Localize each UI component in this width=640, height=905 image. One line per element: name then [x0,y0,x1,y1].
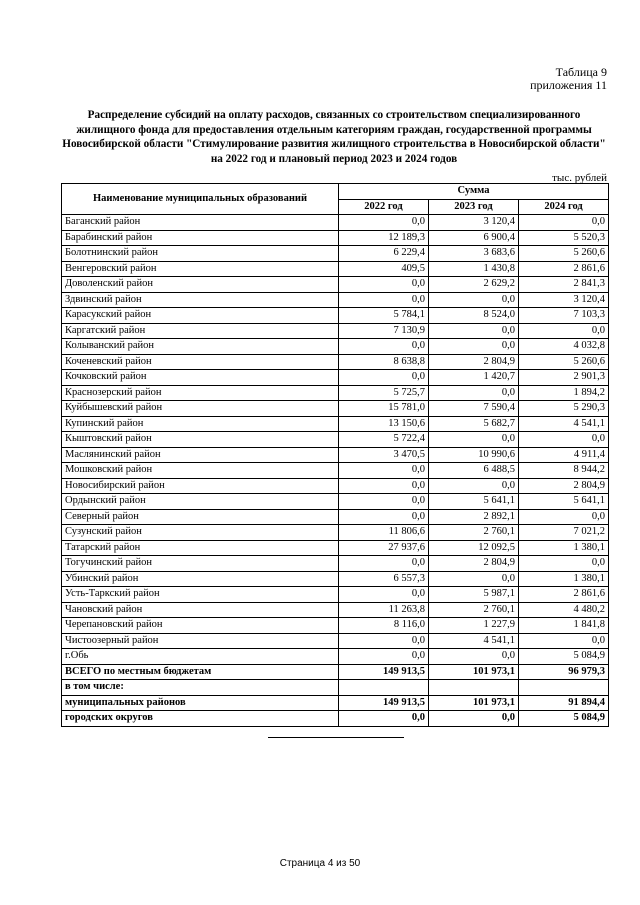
table-row [62,649,609,665]
table-row [62,478,609,494]
table-number-label: Таблица 9 [555,65,607,79]
value-2022: 5 722,4 [339,432,429,448]
value-2022: 11 263,8 [339,602,429,618]
table-row [62,292,609,308]
value-2024: 4 541,1 [519,416,609,432]
value-2022: 13 150,6 [339,416,429,432]
district-name: Краснозерский район [62,385,339,401]
value-2022: 12 189,3 [339,230,429,246]
value-2023: 5 682,7 [429,416,519,432]
value-2022: 5 725,7 [339,385,429,401]
value-2023: 0,0 [429,432,519,448]
district-name: Кочковский район [62,370,339,386]
district-name: Тогучинский район [62,556,339,572]
value-2023: 5 641,1 [429,494,519,510]
subtotal-urban-label: городских округов [62,711,339,727]
district-name: Татарский район [62,540,339,556]
value-2024: 0,0 [519,432,609,448]
table-row [62,261,609,277]
value-2023: 0,0 [429,323,519,339]
value-2023: 4 541,1 [429,633,519,649]
value-2024: 5 520,3 [519,230,609,246]
value-2023: 0,0 [429,478,519,494]
value-2022: 0,0 [339,633,429,649]
value-2023: 2 760,1 [429,602,519,618]
units-label: тыс. рублей [552,172,607,184]
total-2024: 96 979,3 [519,664,609,680]
value-2023: 3 683,6 [429,246,519,262]
appendix-label: приложения 11 [530,78,607,92]
subtotal-urban-row [62,711,609,727]
value-2022: 0,0 [339,556,429,572]
column-header-year-2022: 2022 год [339,199,429,215]
table-row [62,525,609,541]
value-2022: 0,0 [339,339,429,355]
value-2023: 0,0 [429,649,519,665]
total-2022: 149 913,5 [339,664,429,680]
total-label: ВСЕГО по местным бюджетам [62,664,339,680]
table-row [62,633,609,649]
value-2022: 409,5 [339,261,429,277]
table-row [62,401,609,417]
table-row [62,385,609,401]
value-2022: 0,0 [339,292,429,308]
column-header-year-2024: 2024 год [519,199,609,215]
table-row [62,230,609,246]
district-name: Купинский район [62,416,339,432]
value-2024: 0,0 [519,323,609,339]
document-title: Распределение субсидий на оплату расходов, связанных со строительством специализированного жилищного фонда для предоставления отдельным категориям граждан, государственной программы Новосибирской области "Стимулирование развития жилищного строительства в Новосибирской области" на 2022 год и плановый период 2023 и 2024 годов [62,109,606,165]
table-reference [530,66,607,92]
value-2022: 27 937,6 [339,540,429,556]
table-row [62,463,609,479]
district-name: Ордынский район [62,494,339,510]
value-2022: 0,0 [339,494,429,510]
table-row [62,602,609,618]
value-2024: 0,0 [519,633,609,649]
value-2024: 4 032,8 [519,339,609,355]
table-row [62,494,609,510]
value-2024: 4 911,4 [519,447,609,463]
value-2023: 2 760,1 [429,525,519,541]
value-2023: 0,0 [429,292,519,308]
value-2024: 7 021,2 [519,525,609,541]
value-2024: 1 894,2 [519,385,609,401]
table-row [62,277,609,293]
value-2023: 7 590,4 [429,401,519,417]
including-empty-2022 [339,680,429,696]
table-row [62,618,609,634]
subtotal-municipal-row [62,695,609,711]
table-row [62,354,609,370]
value-2022: 6 229,4 [339,246,429,262]
table-row [62,447,609,463]
value-2024: 0,0 [519,215,609,231]
end-of-table-rule [268,737,404,738]
value-2022: 5 784,1 [339,308,429,324]
value-2024: 2 841,3 [519,277,609,293]
value-2023: 10 990,6 [429,447,519,463]
district-name: Венгеровский район [62,261,339,277]
district-name: Карасукский район [62,308,339,324]
value-2022: 7 130,9 [339,323,429,339]
district-name: Баганский район [62,215,339,231]
value-2024: 3 120,4 [519,292,609,308]
subsidy-table [61,183,609,727]
district-name: Барабинский район [62,230,339,246]
value-2023: 12 092,5 [429,540,519,556]
value-2022: 11 806,6 [339,525,429,541]
district-name: Чановский район [62,602,339,618]
value-2024: 1 841,8 [519,618,609,634]
including-empty-2024 [519,680,609,696]
table-row [62,308,609,324]
district-name: Куйбышевский район [62,401,339,417]
value-2024: 0,0 [519,556,609,572]
column-header-year-2023: 2023 год [429,199,519,215]
district-name: Каргатский район [62,323,339,339]
value-2023: 2 804,9 [429,556,519,572]
table-row [62,416,609,432]
value-2024: 5 290,3 [519,401,609,417]
subtotal-municipal-2024: 91 894,4 [519,695,609,711]
total-2023: 101 973,1 [429,664,519,680]
value-2024: 5 641,1 [519,494,609,510]
value-2022: 0,0 [339,215,429,231]
district-name: Сузунский район [62,525,339,541]
district-name: Черепановский район [62,618,339,634]
district-name: Северный район [62,509,339,525]
value-2023: 3 120,4 [429,215,519,231]
subtotal-urban-2022: 0,0 [339,711,429,727]
value-2024: 8 944,2 [519,463,609,479]
value-2024: 7 103,3 [519,308,609,324]
value-2024: 1 380,1 [519,571,609,587]
table-row [62,370,609,386]
value-2024: 0,0 [519,509,609,525]
district-name: Болотнинский район [62,246,339,262]
including-empty-2023 [429,680,519,696]
value-2023: 6 900,4 [429,230,519,246]
value-2024: 5 084,9 [519,649,609,665]
value-2022: 0,0 [339,509,429,525]
value-2023: 5 987,1 [429,587,519,603]
value-2022: 0,0 [339,277,429,293]
value-2022: 0,0 [339,478,429,494]
value-2024: 2 804,9 [519,478,609,494]
value-2023: 2 804,9 [429,354,519,370]
value-2023: 1 420,7 [429,370,519,386]
value-2023: 6 488,5 [429,463,519,479]
district-name: Маслянинский район [62,447,339,463]
total-row [62,664,609,680]
including-row [62,680,609,696]
value-2022: 0,0 [339,587,429,603]
value-2022: 8 116,0 [339,618,429,634]
table-row [62,571,609,587]
value-2023: 8 524,0 [429,308,519,324]
subtotal-municipal-2023: 101 973,1 [429,695,519,711]
page-number: Страница 4 из 50 [279,858,361,869]
district-name: Колыванский район [62,339,339,355]
value-2023: 0,0 [429,339,519,355]
subtotal-urban-2024: 5 084,9 [519,711,609,727]
district-name: Чистоозерный район [62,633,339,649]
district-name: г.Обь [62,649,339,665]
district-name: Коченевский район [62,354,339,370]
value-2023: 1 227,9 [429,618,519,634]
district-name: Здвинский район [62,292,339,308]
table-row [62,246,609,262]
table-row [62,540,609,556]
district-name: Доволенский район [62,277,339,293]
value-2024: 5 260,6 [519,354,609,370]
value-2023: 1 430,8 [429,261,519,277]
value-2023: 2 892,1 [429,509,519,525]
district-name: Мошковский район [62,463,339,479]
value-2022: 0,0 [339,649,429,665]
district-name: Кыштовский район [62,432,339,448]
district-name: Новосибирский район [62,478,339,494]
value-2022: 3 470,5 [339,447,429,463]
district-name: Усть-Таркский район [62,587,339,603]
table-row [62,432,609,448]
table-row [62,587,609,603]
table-row [62,215,609,231]
table-body [62,215,609,727]
value-2024: 2 901,3 [519,370,609,386]
value-2022: 0,0 [339,463,429,479]
value-2024: 2 861,6 [519,587,609,603]
value-2022: 8 638,8 [339,354,429,370]
table-row [62,556,609,572]
subtotal-municipal-label: муниципальных районов [62,695,339,711]
district-name: Убинский район [62,571,339,587]
subtotal-urban-2023: 0,0 [429,711,519,727]
value-2023: 2 629,2 [429,277,519,293]
including-label: в том числе: [62,680,339,696]
value-2022: 0,0 [339,370,429,386]
value-2022: 15 781,0 [339,401,429,417]
value-2022: 6 557,3 [339,571,429,587]
subtotal-municipal-2022: 149 913,5 [339,695,429,711]
table-row [62,323,609,339]
column-header-municipality: Наименование муниципальных образований [62,184,339,215]
value-2023: 0,0 [429,385,519,401]
table-row [62,509,609,525]
value-2023: 0,0 [429,571,519,587]
value-2024: 2 861,6 [519,261,609,277]
value-2024: 5 260,6 [519,246,609,262]
value-2024: 4 480,2 [519,602,609,618]
column-header-sum: Сумма [339,184,609,200]
value-2024: 1 380,1 [519,540,609,556]
table-row [62,339,609,355]
